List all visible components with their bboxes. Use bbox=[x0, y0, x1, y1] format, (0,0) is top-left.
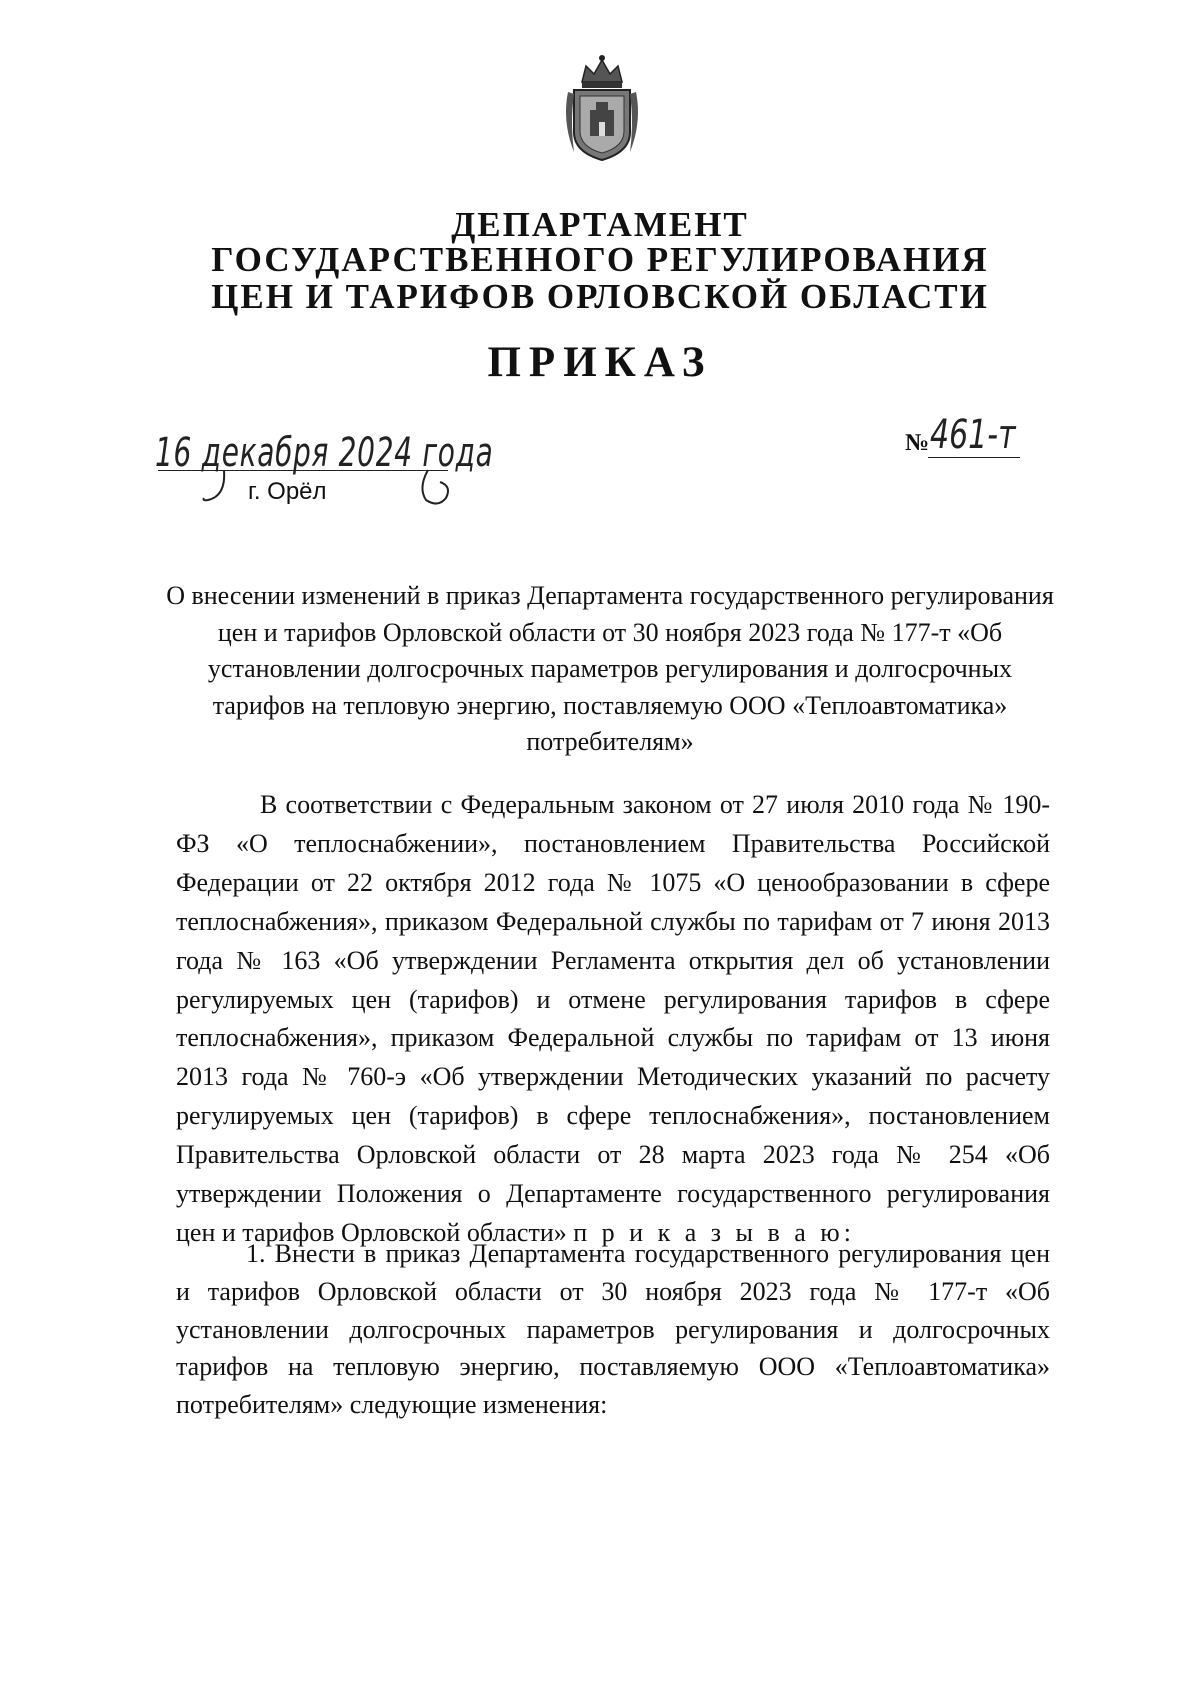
city-label: г. Орёл bbox=[248, 478, 327, 505]
clause-1-paragraph: 1. Внести в приказ Департамента государственного регулирования цен и тарифов Орловской области от 30 ноября 2023 года № 177-т «Об установлении долгосрочных параметров регулирования и долгосрочных тарифов на тепловую энергию, поставляемую ООО «Теплоавтоматика» потребителям» следующие изменения: bbox=[176, 1239, 1050, 1420]
handwritten-date: 16 декабря 2024 года bbox=[155, 430, 494, 476]
date-flourish-right bbox=[418, 468, 452, 508]
department-title-line-3: ЦЕН И ТАРИФОВ ОРЛОВСКОЙ ОБЛАСТИ bbox=[211, 277, 989, 316]
document-type-heading: ПРИКАЗ bbox=[487, 339, 713, 386]
number-underline bbox=[928, 457, 1020, 458]
coat-of-arms-emblem bbox=[560, 52, 644, 164]
date-flourish-left bbox=[200, 468, 230, 504]
order-subject: О внесении изменений в приказ Департамента государственного регулирования цен и тарифов Орловской области от 30 ноября 2023 года № 177-т «Об установлении долгосрочных параметров регулирования и долгосрочных тарифов на тепловую энергию, поставляемую ООО «Теплоавтоматика» потребителям» bbox=[166, 581, 1054, 757]
preamble-paragraph bbox=[176, 786, 1050, 1253]
handwritten-order-number: 461-т bbox=[930, 412, 1016, 458]
order-word: п р и к а з ы в а ю: bbox=[573, 1217, 855, 1247]
department-title-line-1: ДЕПАРТАМЕНТ bbox=[451, 205, 749, 244]
preamble-text: В соответствии с Федеральным законом от 27 июля 2010 года № 190-ФЗ «О теплоснабжении», постановлением Правительства Российской Федерации от 22 октября 2012 года № 1075 «О ценообразовании в сфере теплоснабжения», приказом Федеральной службы по тарифам от 7 июня 2013 года № 163 «Об утверждении Регламента открытия дел об установлении регулируемых цен (тарифов) и отмене регулирования тарифов в сфере теплоснабжения», приказом Федеральной службы по тарифам от 13 июня 2013 года № 760-э «Об утверждении Методических указаний по расчету регулируемых цен (тарифов) в сфере теплоснабжения», постановлением Правительства Орловской области от 28 марта 2023 года № 254 «Об утверждении Положения о Департаменте государственного регулирования цен и тарифов Орловской области» bbox=[176, 790, 1050, 1247]
number-label: № bbox=[905, 430, 930, 456]
department-title-line-2: ГОСУДАРСТВЕННОГО РЕГУЛИРОВАНИЯ bbox=[211, 240, 989, 279]
